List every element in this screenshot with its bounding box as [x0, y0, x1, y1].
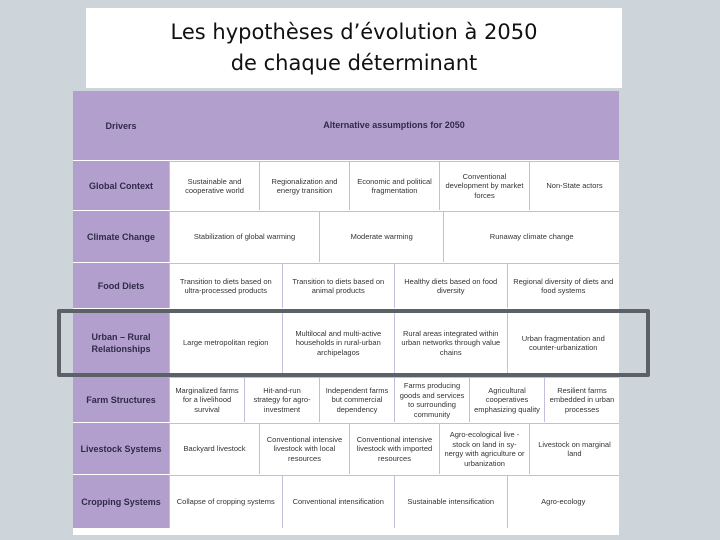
assumption-cell: Sustainable and cooperative world: [169, 161, 259, 210]
header-drivers: Drivers: [73, 91, 169, 160]
assumption-cell: Marginalized farms for a livelihood survival: [169, 377, 244, 422]
assumption-cell: Agricultural cooperatives emphasizing quality: [469, 377, 544, 422]
assumption-cell: Healthy diets based on food diversity: [394, 263, 507, 308]
assumption-cell: Hit-and-run strategy for agro-investment: [244, 377, 319, 422]
table-row: [73, 161, 619, 211]
driver-label: Climate Change: [73, 211, 169, 262]
driver-label: Cropping Systems: [73, 475, 169, 528]
table-row: [73, 263, 619, 309]
header-assumptions: Alternative assumptions for 2050: [323, 119, 465, 130]
assumption-cell: Moderate warming: [319, 211, 443, 262]
assumption-cell: Conventional intensive livestock with local resources: [259, 423, 349, 474]
driver-label: Food Diets: [73, 263, 169, 308]
assumption-cell: Sustainable intensification: [394, 475, 507, 528]
assumption-cell: Economic and political fragmentation: [349, 161, 439, 210]
assumption-cell: Conventional development by market forces: [439, 161, 529, 210]
assumption-cell: Large metropolitan region: [169, 309, 282, 376]
title-line-2: de chaque déterminant: [230, 51, 478, 75]
assumption-cell: Transition to diets based on ultra-processed products: [169, 263, 282, 308]
assumption-cell: Multilocal and multi-active households in rural-urban archipelagos: [282, 309, 395, 376]
assumption-cell: Runaway climate change: [443, 211, 619, 262]
table-row: [73, 423, 619, 475]
table-row: [73, 475, 619, 529]
assumption-cell: Agro-ecological live -stock on land in sy- nergy with agriculture or urbanization: [439, 423, 529, 474]
assumption-cell: Livestock on marginal land: [529, 423, 619, 474]
driver-label: Farm Structures: [73, 377, 169, 422]
assumption-cell: Non-State actors: [529, 161, 619, 210]
assumption-cell: Collapse of cropping systems: [169, 475, 282, 528]
table-header-row: [73, 91, 619, 161]
assumption-cell: Regional diversity of diets and food systems: [507, 263, 620, 308]
driver-label: Livestock Systems: [73, 423, 169, 474]
assumption-cell: Independent farms but commercial dependency: [319, 377, 394, 422]
assumption-cell: Agro-ecology: [507, 475, 620, 528]
assumption-cell: Farms producing goods and services to surrounding community: [394, 377, 469, 422]
slide-title: [86, 8, 622, 88]
driver-label: Global Context: [73, 161, 169, 210]
assumption-cell: Conventional intensive livestock with imported resources: [349, 423, 439, 474]
urban-rural-highlight-frame: [57, 309, 650, 377]
assumption-cell: Stabilization of global warming: [169, 211, 319, 262]
table-row: [73, 211, 619, 263]
driver-label: Urban – Rural Relationships: [73, 309, 169, 376]
assumption-cell: Regionalization and energy transition: [259, 161, 349, 210]
assumption-cell: Backyard livestock: [169, 423, 259, 474]
assumption-cell: Urban fragmentation and counter-urbanization: [507, 309, 620, 376]
table-row: [73, 377, 619, 423]
assumption-cell: Rural areas integrated within urban networks through value chains: [394, 309, 507, 376]
assumption-cell: Transition to diets based on animal products: [282, 263, 395, 308]
assumption-cell: Conventional intensification: [282, 475, 395, 528]
assumption-cell: Resilient farms embedded in urban processes: [544, 377, 619, 422]
title-line-1: Les hypothèses d’évolution à 2050: [170, 20, 538, 44]
